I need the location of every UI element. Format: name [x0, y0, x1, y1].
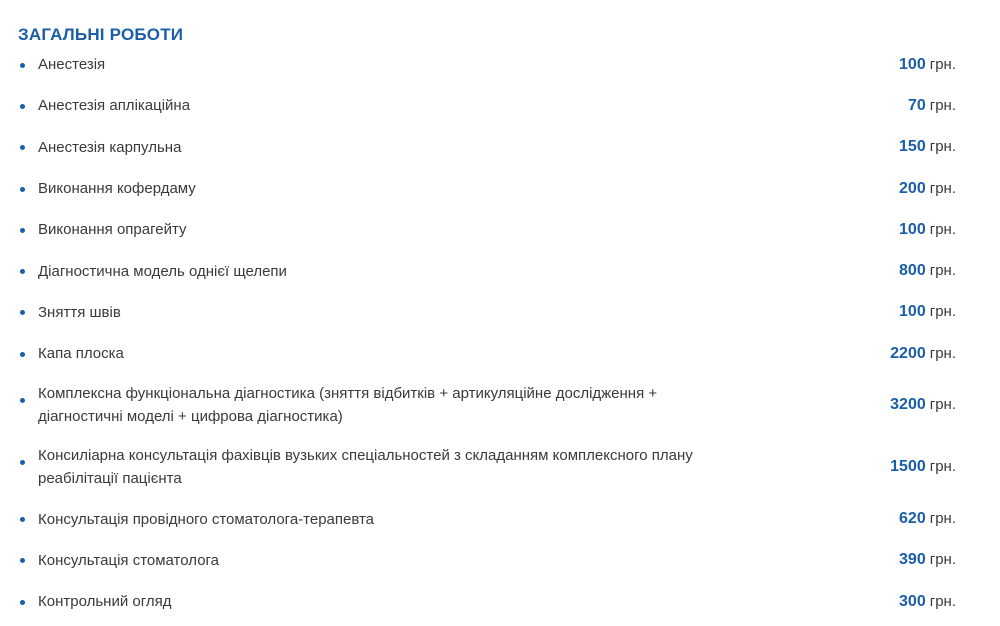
price-amount: 200: [899, 179, 926, 197]
service-price: [899, 180, 956, 198]
service-price: [890, 396, 956, 414]
service-price: [890, 345, 956, 363]
price-currency: грн.: [929, 592, 956, 610]
service-price: [899, 303, 956, 321]
bullet-icon: [20, 558, 25, 563]
bullet-icon: [20, 600, 25, 605]
price-list-item: [0, 168, 1000, 209]
price-amount: 100: [899, 220, 926, 238]
price-list-item: [0, 581, 1000, 622]
service-name: Контрольний огляд: [38, 593, 172, 611]
price-currency: грн.: [929, 458, 956, 476]
price-list: [0, 44, 1000, 622]
price-amount: 150: [899, 138, 926, 156]
bullet-icon: [20, 228, 25, 233]
price-amount: 1500: [890, 458, 926, 476]
price-list-item: [0, 44, 1000, 85]
price-list-item: [0, 374, 1000, 436]
price-amount: 100: [899, 55, 926, 73]
price-list-item: [0, 292, 1000, 333]
price-currency: грн.: [929, 344, 956, 362]
service-name: Комплексна функціональна діагностика (зняття відбитків + артикуляційне дослідження + діагностичні моделі + цифрова діагностика): [38, 385, 658, 426]
service-name: Виконання кофердаму: [38, 180, 196, 198]
service-name: Консультація стоматолога: [38, 551, 220, 569]
bullet-icon: [20, 310, 25, 315]
price-list-item: [0, 498, 1000, 539]
price-amount: 800: [899, 262, 926, 280]
service-name: Консультація провідного стоматолога-терапевта: [38, 510, 375, 528]
service-name: Діагностична модель однієї щелепи: [38, 262, 287, 280]
service-name: Зняття швів: [38, 303, 121, 321]
price-list-item: [0, 127, 1000, 168]
price-currency: грн.: [929, 138, 956, 156]
service-name: Анестезія: [38, 56, 106, 74]
bullet-icon: [20, 460, 25, 465]
bullet-icon: [20, 145, 25, 150]
service-name: Анестезія карпульна: [38, 138, 182, 156]
price-list-item: [0, 85, 1000, 126]
service-price: [899, 551, 956, 569]
service-name: Анестезія аплікаційна: [38, 97, 191, 115]
bullet-icon: [20, 187, 25, 192]
service-price: [899, 510, 956, 528]
price-amount: 2200: [890, 344, 926, 362]
service-price: [899, 138, 956, 156]
price-currency: грн.: [929, 220, 956, 238]
service-price: [890, 458, 956, 476]
section-title: ЗАГАЛЬНІ РОБОТИ: [18, 25, 184, 45]
service-price: [908, 97, 956, 115]
bullet-icon: [20, 63, 25, 68]
price-amount: 620: [899, 510, 926, 528]
service-price: [899, 593, 956, 611]
price-list-item: [0, 540, 1000, 581]
service-name: Консиліарна консультація фахівців вузьких спеціальностей з складанням комплексного плану реабілітації пацієнта: [38, 447, 693, 488]
price-currency: грн.: [929, 396, 956, 414]
bullet-icon: [20, 352, 25, 357]
service-price: [899, 56, 956, 74]
service-price: [899, 262, 956, 280]
price-amount: 70: [907, 96, 926, 114]
price-list-item: [0, 436, 1000, 498]
price-list-item: [0, 250, 1000, 291]
price-amount: 390: [899, 551, 926, 569]
price-amount: 100: [899, 303, 926, 321]
price-amount: 3200: [890, 396, 926, 414]
bullet-icon: [20, 398, 25, 403]
bullet-icon: [20, 269, 25, 274]
price-currency: грн.: [929, 551, 956, 569]
bullet-icon: [20, 104, 25, 109]
price-currency: грн.: [929, 510, 956, 528]
price-amount: 300: [899, 592, 926, 610]
service-name: Капа плоска: [38, 345, 124, 363]
price-list-item: [0, 333, 1000, 374]
price-currency: грн.: [929, 179, 956, 197]
price-currency: грн.: [929, 55, 956, 73]
price-currency: грн.: [929, 262, 956, 280]
price-currency: грн.: [929, 303, 956, 321]
price-currency: грн.: [929, 96, 956, 114]
price-list-item: [0, 209, 1000, 250]
service-name: Виконання опрагейту: [38, 221, 187, 239]
bullet-icon: [20, 517, 25, 522]
service-price: [899, 221, 956, 239]
